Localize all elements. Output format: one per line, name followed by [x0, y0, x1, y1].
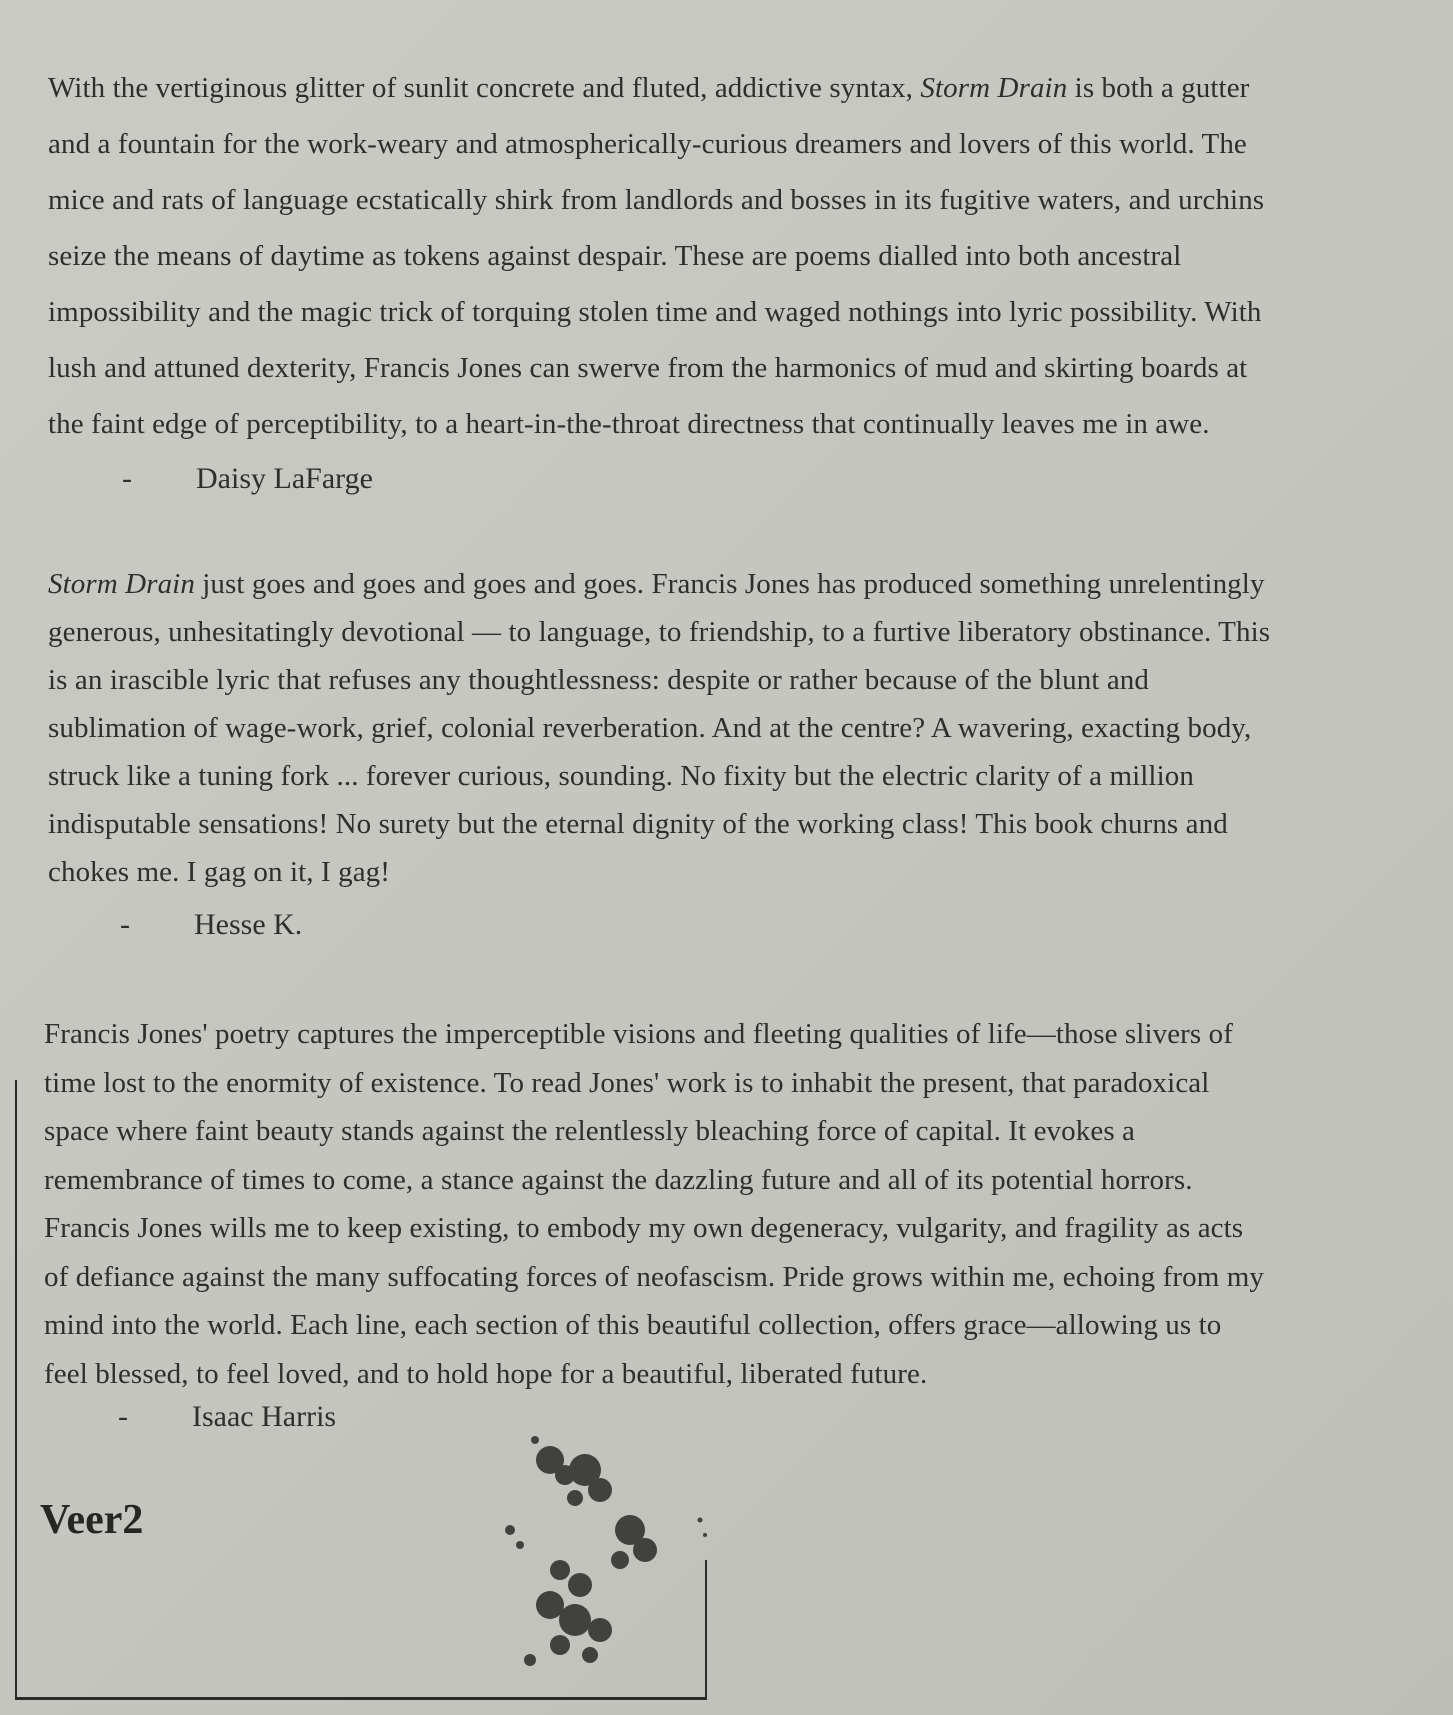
attribution-isaac-harris [118, 1400, 336, 1434]
blurb-line: mice and rats of language ecstatically shirk from landlords and bosses in its fugitive waters, and urchins [48, 184, 1265, 216]
blurb-line: remembrance of times to come, a stance against the dazzling future and all of its potential horrors. [44, 1163, 1193, 1196]
blurb-line: impossibility and the magic trick of torquing stolen time and waged nothings into lyric possibility. With [48, 296, 1262, 328]
attribution-hesse-k [120, 908, 302, 942]
frame-line-bottom [15, 1697, 707, 1700]
attribution-dash: - [118, 1400, 128, 1433]
blurb-line: lush and attuned dexterity, Francis Jones can swerve from the harmonics of mud and skirting boards at [48, 352, 1248, 384]
blurb-isaac-harris [44, 1010, 1439, 1398]
book-title: Storm Drain [48, 568, 195, 600]
attribution-name: Hesse K. [194, 908, 303, 941]
blurb-daisy-lafarge [48, 60, 1443, 452]
attribution-daisy-lafarge [122, 462, 373, 496]
publisher-logo: Veer2 [40, 1497, 144, 1543]
blurb-line: time lost to the enormity of existence. To read Jones' work is to inhabit the present, that paradoxical [44, 1066, 1210, 1099]
blurb-line: is an irascible lyric that refuses any thoughtlessness: despite or rather because of the blunt and [48, 664, 1149, 696]
blurb-line: the faint edge of perceptibility, to a heart-in-the-throat directness that continually leaves me in awe. [48, 408, 1210, 440]
attribution-name: Daisy LaFarge [196, 462, 373, 495]
blurb-line: indisputable sensations! No surety but the eternal dignity of the working class! This book churns and [48, 808, 1228, 840]
blurb-line: struck like a tuning fork ... forever curious, sounding. No fixity but the electric clarity of a million [48, 760, 1194, 792]
blurb-paragraph [48, 60, 1443, 452]
blurb-line: space where faint beauty stands against the relentlessly bleaching force of capital. It evokes a [44, 1115, 1136, 1147]
ink-splotch-graphic [490, 1420, 720, 1680]
blurb-line: mind into the world. Each line, each section of this beautiful collection, offers grace—allowing us to [44, 1309, 1222, 1341]
attribution-name: Isaac Harris [192, 1400, 337, 1433]
blurb-line: of defiance against the many suffocating forces of neofascism. Pride grows within me, echoing from my [44, 1260, 1264, 1293]
blurb-line: generous, unhesitatingly devotional — to language, to friendship, to a furtive liberatory obstinance. This [48, 616, 1271, 648]
blurb-line: Francis Jones' poetry captures the imperceptible visions and fleeting qualities of life—those slivers of [44, 1018, 1234, 1050]
frame-line-left [15, 1080, 17, 1700]
attribution-dash: - [120, 908, 130, 941]
blurb-hesse-k [48, 560, 1443, 896]
blurb-line: feel blessed, to feel loved, and to hold hope for a beautiful, liberated future. [44, 1357, 928, 1390]
blurb-paragraph [48, 560, 1443, 896]
book-title: Storm Drain [920, 72, 1068, 104]
blurb-line: chokes me. I gag on it, I gag! [48, 856, 391, 888]
blurb-line: sublimation of wage-work, grief, colonial reverberation. And at the centre? A wavering, exacting body, [48, 712, 1252, 744]
blurb-line: seize the means of daytime as tokens against despair. These are poems dialled into both ancestral [48, 240, 1182, 272]
blurb-line: and a fountain for the work-weary and atmospherically-curious dreamers and lovers of this world. The [48, 128, 1247, 160]
blurb-line: With the vertiginous glitter of sunlit concrete and fluted, addictive syntax, Storm Drain is both a gutter [48, 72, 1250, 104]
blurb-paragraph [44, 1010, 1439, 1398]
blurb-line: Francis Jones wills me to keep existing, to embody my own degeneracy, vulgarity, and fragility as acts [44, 1212, 1244, 1244]
blurb-line: Storm Drain just goes and goes and goes and goes. Francis Jones has produced something unrelentingly [48, 568, 1265, 600]
attribution-dash: - [122, 462, 132, 495]
